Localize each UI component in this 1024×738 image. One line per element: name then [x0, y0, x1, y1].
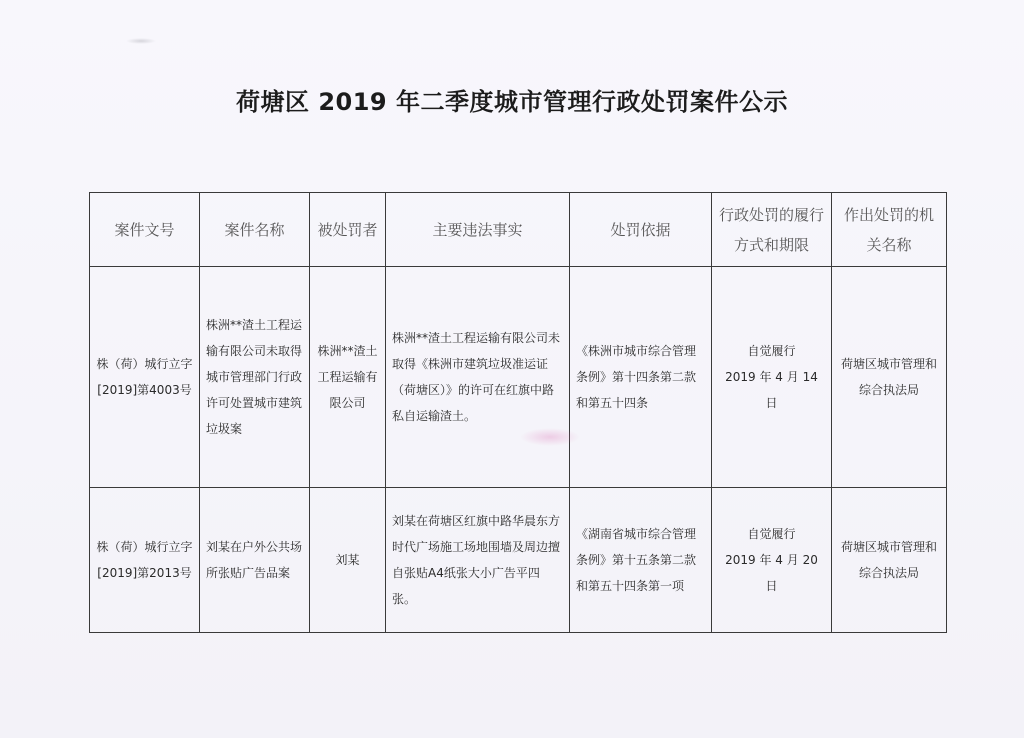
header-facts: 主要违法事实 [386, 193, 570, 267]
method-date: 2019 年 4 月 20 日 [725, 552, 818, 593]
cell-facts: 株洲**渣土工程运输有限公司未取得《株洲市建筑垃圾准运证（荷塘区）》的许可在红旗中路私自运输渣土。 [386, 267, 570, 488]
cell-basis: 《株洲市城市综合管理条例》第十四条第二款和第五十四条 [570, 267, 712, 488]
cell-method [712, 267, 832, 488]
table-row [90, 267, 947, 488]
cell-method [712, 487, 832, 632]
cell-case-name: 刘某在户外公共场所张贴广告品案 [200, 487, 310, 632]
header-party: 被处罚者 [310, 193, 386, 267]
cell-facts: 刘某在荷塘区红旗中路华晨东方时代广场施工场地围墙及周边擅自张贴A4纸张大小广告平四张。 [386, 487, 570, 632]
method-date: 2019 年 4 月 14 日 [725, 369, 818, 410]
page-title: 荷塘区 2019 年二季度城市管理行政处罚案件公示 [235, 88, 788, 116]
header-case-name: 案件名称 [200, 193, 310, 267]
cell-party: 刘某 [310, 487, 386, 632]
cell-authority: 荷塘区城市管理和综合执法局 [832, 487, 947, 632]
cell-case-no: 株（荷）城行立字[2019]第2013号 [90, 487, 200, 632]
header-basis: 处罚依据 [570, 193, 712, 267]
scan-mark [126, 38, 156, 44]
cases-table [89, 192, 947, 633]
cell-case-no: 株（荷）城行立字[2019]第4003号 [90, 267, 200, 488]
cell-case-name: 株洲**渣土工程运输有限公司未取得城市管理部门行政许可处置城市建筑垃圾案 [200, 267, 310, 488]
method-type: 自觉履行 [747, 343, 796, 358]
cell-basis: 《湖南省城市综合管理条例》第十五条第二款和第五十四条第一项 [570, 487, 712, 632]
header-authority: 作出处罚的机关名称 [832, 193, 947, 267]
header-case-no: 案件文号 [90, 193, 200, 267]
cell-party: 株洲**渣土工程运输有限公司 [310, 267, 386, 488]
table-row [90, 487, 947, 632]
table-header-row [90, 193, 947, 267]
ink-smudge [520, 428, 580, 446]
cell-authority: 荷塘区城市管理和综合执法局 [832, 267, 947, 488]
header-method: 行政处罚的履行方式和期限 [712, 193, 832, 267]
method-type: 自觉履行 [747, 526, 796, 541]
